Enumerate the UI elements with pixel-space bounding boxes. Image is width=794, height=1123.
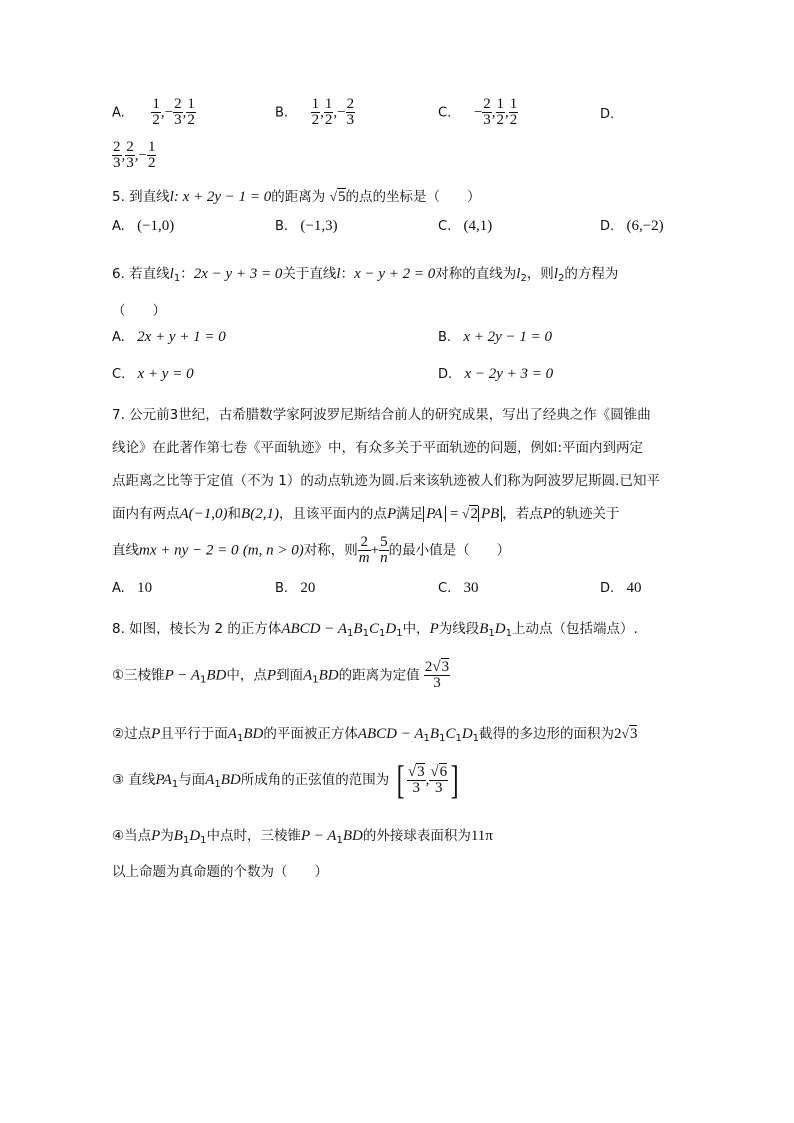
q6-b-label: B.: [438, 330, 452, 345]
q6-d-value: x − 2y + 3 = 0: [464, 366, 554, 382]
q8-s3-b: 与面: [178, 772, 206, 788]
q4-a-frac3: $\frac{1}{2}$: [187, 96, 195, 128]
q7-plus: +: [370, 542, 380, 559]
q7-line3-text: 点距离之比等于定值（不为 1）的动点轨迹为圆.后来该轨迹被人们称为阿波罗尼斯圆.已知平: [112, 473, 660, 489]
q8-s1-p: P: [266, 667, 277, 684]
q6-a-value: 2x + y + 1 = 0: [137, 329, 226, 345]
q7-b-value: 20: [300, 580, 316, 596]
q4-d-frac1: $\frac{2}{3}$: [113, 139, 121, 171]
q5-option-c: [438, 218, 492, 235]
q8-s4-seg-b: B: [173, 828, 183, 844]
q7-sqrt: √2: [462, 506, 478, 522]
q6-l-name: l: [336, 266, 341, 282]
q8-s3-a: ③ 直线: [112, 772, 156, 788]
q8-cube: ABCD − A: [281, 621, 348, 637]
q6-l1-name: l: [169, 266, 174, 282]
q7-root2: 2: [470, 506, 478, 522]
q7-option-c: [438, 580, 479, 597]
q4-c-frac2: $\frac{1}{2}$: [496, 96, 505, 128]
q7-d-value: 40: [626, 580, 642, 596]
q8-s2-c3: 1: [455, 733, 462, 744]
q8-s2-face: A: [227, 726, 237, 742]
q7-line1: [112, 403, 651, 423]
q8-cube-d: D: [385, 621, 397, 637]
q8-cube-s1: 1: [347, 628, 354, 639]
q8-line1-c: 为线段: [438, 621, 480, 637]
q5-a-value: (−1,0): [137, 218, 175, 234]
q5-c-label: C.: [438, 219, 452, 234]
q4-a-frac1: $\frac{1}{2}$: [152, 96, 160, 128]
q6-l2b-sub: 2: [557, 273, 565, 284]
q5-c-value: (4,1): [463, 218, 493, 234]
q6-option-c: [112, 366, 194, 383]
q8-s2-face-sub: 1: [236, 733, 244, 744]
q8-statement-4: [112, 824, 493, 846]
q8-s4-c: 中点时，三棱锥: [206, 828, 302, 844]
q8-seg-s1: 1: [488, 628, 495, 639]
q8-s3-comma: ,: [425, 772, 430, 788]
q8-statement-3: [112, 757, 461, 802]
q5-option-a: [112, 218, 174, 235]
q8-s1-c: 到面: [276, 667, 304, 684]
q6-then: ，则: [526, 266, 554, 282]
q6-l-eq: x − y + 2 = 0: [354, 266, 436, 282]
q8-line1-b: 中，: [402, 621, 430, 637]
q4-d-frac2: $\frac{2}{3}$: [126, 139, 134, 171]
q5-stem: [112, 185, 481, 206]
q7-line4-a: 面内有两点: [112, 506, 180, 522]
q8-stem: [112, 617, 638, 639]
q6-option-b: [438, 329, 552, 346]
q4-option-b: B. $\frac{1}{2}$ , $\frac{1}{2}$ ,− $\frac{2}{3}$: [275, 96, 355, 128]
q7-line3: [112, 469, 660, 489]
q6-suffix: 的方程为: [564, 266, 619, 282]
q7-option-d: [600, 580, 641, 597]
q8-s4-pyr-sub: 1: [336, 835, 343, 846]
q5-prefix: 5. 到直线: [112, 189, 170, 205]
q8-s3-frac2: $\frac{√6}{3}$: [430, 763, 448, 796]
q7-line5-c: 的最小值是（ ）: [388, 542, 511, 559]
q7-cond: (m, n > 0): [242, 542, 304, 559]
q8-s2-a: ②过点: [112, 726, 152, 742]
q5-equation: : x + 2y − 1 = 0: [173, 189, 272, 205]
q6-option-d: [438, 366, 553, 383]
q8-s3-f1-den: 3: [412, 779, 420, 796]
q5-a-label: A.: [112, 219, 125, 234]
q8-last-text: 以上命题为真命题的个数为（ ）: [112, 864, 328, 880]
q5-d-label: D.: [600, 219, 615, 234]
q7-line4-and: 和: [227, 506, 242, 522]
q7-line-eq: mx + ny − 2 = 0: [139, 542, 239, 559]
q7-option-a: [112, 580, 152, 597]
q7-line1-text: 7. 公元前3世纪，古希腊数学家阿波罗尼斯结合前人的研究成果，写出了经典之作《圆锥曲: [112, 407, 651, 423]
q6-prefix: 6. 若直线: [112, 266, 170, 282]
q8-statement-1: [112, 660, 450, 691]
q8-s4-seg-d: D: [189, 828, 201, 844]
q7-line4: [112, 502, 619, 523]
q8-s4-d: 的外接球表面积为: [362, 828, 471, 844]
q7-p2: P: [542, 506, 552, 522]
q8-s1-num-coef: 2: [424, 659, 433, 675]
q4-b-label: B.: [275, 105, 289, 121]
q7-c-label: C.: [438, 581, 452, 596]
q8-s4-seg-s1: 1: [182, 835, 190, 846]
q6-about: 关于直线: [282, 266, 337, 282]
q8-seg-b: B: [479, 621, 489, 637]
q4-a-label: A.: [112, 105, 125, 121]
q8-s3-f1-root: 3: [417, 763, 425, 780]
q8-s3-face: A: [205, 772, 215, 788]
q7-line4-c: 满足: [396, 506, 424, 522]
q8-seg-d: D: [494, 621, 506, 637]
q8-s1-b: 中，点: [226, 667, 267, 684]
q7-d-label: D.: [600, 581, 615, 596]
q8-s1-d: 的距离为定值: [338, 667, 420, 684]
q8-s2-c1: 1: [423, 733, 430, 744]
q8-s2-c4: 1: [472, 733, 480, 744]
q8-s3-f2-den: 3: [434, 779, 443, 796]
q6-sym: 对称的直线为: [435, 266, 517, 282]
q4-a-frac2: $\frac{2}{3}$: [174, 96, 182, 128]
q6-d-label: D.: [438, 367, 453, 382]
q4-b-frac2: $\frac{1}{2}$: [324, 96, 333, 128]
q6-b-value: x + 2y − 1 = 0: [463, 329, 553, 345]
q6-l2b-name: l: [553, 266, 558, 282]
q8-s1-face: A: [303, 667, 313, 684]
q7-line2-text: 线论》在此著作第七卷《平面轨迹》中，有众多关于平面轨迹的问题，例如:平面内到两定: [112, 440, 644, 456]
q7-c-value: 30: [463, 580, 479, 596]
q4-b-frac1: $\frac{1}{2}$: [311, 96, 320, 128]
q8-s1-a: ①三棱锥: [112, 667, 165, 684]
q8-s3-right-bracket: ]: [450, 757, 459, 802]
q6-colon2: ：: [340, 266, 355, 282]
q7-a-label: A.: [112, 581, 125, 596]
q8-s3-face-b: BD: [220, 772, 241, 788]
q8-s2-cc: C: [445, 726, 456, 742]
q4-c-label: C.: [438, 105, 452, 121]
q6-l2-name: l: [516, 266, 521, 282]
q8-s1-num-root: 3: [441, 659, 450, 675]
q5-mid: 的距离为: [271, 189, 326, 205]
q8-s2-cb: B: [429, 726, 440, 742]
q7-option-b: [275, 580, 315, 597]
q6-colon1: ：: [180, 266, 194, 282]
q8-s3-f2-root: 6: [439, 763, 448, 780]
q4-c-frac3: $\frac{1}{2}$: [509, 96, 518, 128]
q8-s3-line-sub: 1: [171, 779, 179, 790]
q4-c-frac1: $\frac{2}{3}$: [483, 96, 491, 128]
q8-line1-a: 8. 如图，棱长为 2 的正方体: [112, 621, 282, 637]
q8-s3-face-sub: 1: [214, 779, 221, 790]
q8-s2-b: 且平行于面: [160, 726, 228, 742]
q8-s2-coef: 2: [614, 726, 622, 742]
q8-s3-line: PA: [155, 772, 172, 788]
q8-s1-pyr-b: BD: [206, 667, 227, 684]
q7-frac1: $\frac{2}{m}$: [358, 534, 370, 566]
q7-line4-e: 的轨迹关于: [551, 506, 620, 522]
q6-paren-text: （ ）: [112, 303, 166, 319]
q7-line5: [112, 535, 510, 566]
q8-s4-value: 11π: [470, 828, 493, 844]
q5-suffix: 的点的坐标是（ ）: [345, 189, 481, 205]
q8-s2-c2: 1: [439, 733, 446, 744]
q8-final-question: [112, 860, 328, 880]
q8-s4-pyr-b: BD: [342, 828, 363, 844]
q7-point-a: A(−1,0): [179, 506, 228, 522]
q7-line5-b: 对称，则: [303, 542, 358, 559]
q8-s2-cd: D: [461, 726, 473, 742]
q8-statement-2: [112, 722, 637, 744]
q6-a-label: A.: [112, 330, 125, 345]
q5-d-value: (6,−2): [626, 218, 664, 234]
q6-l2-sub: 2: [520, 273, 527, 284]
q7-line5-a: 直线: [112, 542, 139, 559]
q6-option-a: [112, 329, 226, 346]
q7-line2: [112, 436, 643, 456]
q8-cube-s3: 1: [378, 628, 386, 639]
q8-p: P: [429, 621, 439, 637]
q8-line1-d: 上动点（包括端点）.: [512, 621, 638, 637]
q8-s2-cube: ABCD − A: [357, 726, 424, 742]
q6-paren: [112, 299, 166, 319]
q7-a-value: 10: [137, 580, 153, 596]
q8-s3-c: 所成角的正弦值的范围为: [240, 772, 390, 788]
q8-cube-c: C: [368, 621, 379, 637]
q7-eq: =: [449, 506, 463, 522]
q6-c-value: x + y = 0: [137, 366, 194, 382]
q7-b-label: B.: [275, 581, 289, 596]
q4-d-frac3: $\frac{1}{2}$: [147, 139, 156, 171]
q4-option-c: C. − $\frac{2}{3}$ , $\frac{1}{2}$ , $\frac{1}{2}$: [438, 96, 518, 128]
q6-c-label: C.: [112, 367, 126, 382]
q8-s1-pyr: P − A: [164, 667, 201, 684]
q4-d-label: D.: [600, 107, 615, 122]
q7-p: P: [386, 506, 397, 522]
q8-s2-face-b: BD: [243, 726, 264, 742]
q4-option-d: $\frac{2}{3}$ , $\frac{2}{3}$ ,− $\frac{1}{2}$: [113, 139, 156, 171]
q7-point-b: B(2,1): [241, 506, 279, 522]
q7-pa: PA: [423, 506, 445, 522]
q8-s2-c: 的平面被正方体: [263, 726, 358, 742]
q8-s1-den: 3: [433, 675, 441, 691]
q4-b-frac3: $\frac{2}{3}$: [346, 96, 355, 128]
q8-cube-s4: 1: [396, 628, 403, 639]
q5-option-b: [275, 218, 338, 235]
q4-option-a: A. $\frac{1}{2}$ ,− $\frac{2}{3}$ , $\frac{1}{2}$: [112, 96, 195, 128]
q8-s4-a: ④当点: [112, 828, 152, 844]
q8-s2-sqrt: √3: [621, 726, 638, 742]
q5-b-label: B.: [275, 219, 289, 234]
q8-s4-b: 为: [160, 828, 174, 844]
q8-s2-p: P: [151, 726, 161, 742]
q5-b-value: (−1,3): [300, 218, 338, 234]
q7-line4-d: ，若点: [502, 506, 543, 522]
q8-seg-s2: 1: [505, 628, 512, 639]
q8-s1-face-b: BD: [318, 667, 339, 684]
q7-frac2: $\frac{5}{n}$: [380, 534, 388, 566]
q8-cube-b: B: [353, 621, 363, 637]
q8-s4-p: P: [151, 828, 161, 844]
q6-stem: [112, 262, 618, 284]
q8-s4-pyr: P − A: [301, 828, 337, 844]
q8-s2-d: 截得的多边形的面积为: [479, 726, 615, 742]
q8-s2-root: 3: [629, 726, 638, 742]
q8-s1-pyr-sub: 1: [200, 674, 207, 686]
q7-pb: PB: [478, 506, 502, 522]
q8-s3-frac1: $\frac{√3}{3}$: [407, 763, 425, 796]
q5-option-d: [600, 218, 664, 235]
q8-s1-frac: $\frac{2√3}{3}$: [424, 659, 450, 691]
q8-s3-left-bracket: [: [396, 757, 405, 802]
q6-l1-eq: 2x − y + 3 = 0: [193, 266, 283, 282]
q8-s1-face-sub: 1: [312, 674, 319, 686]
q5-line-name: l: [169, 189, 174, 205]
q8-cube-s2: 1: [362, 628, 369, 639]
q5-sqrt: √5: [329, 189, 346, 205]
q7-line4-b: ，且该平面内的点: [278, 506, 387, 522]
q8-s4-seg-s2: 1: [200, 835, 207, 846]
q6-l1-sub: 1: [173, 273, 181, 284]
